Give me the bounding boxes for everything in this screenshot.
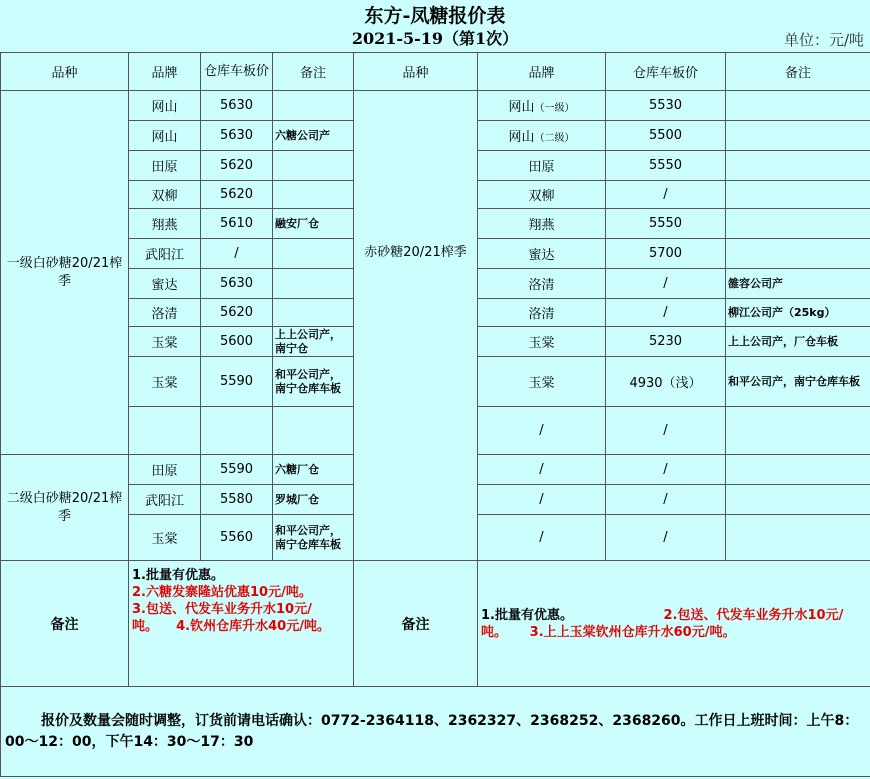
remark-line: 3.上上玉棠钦州仓库升水60元/吨。 xyxy=(529,624,736,640)
note-cell xyxy=(273,181,354,209)
price-cell: 4930（浅） xyxy=(606,357,726,407)
brand-name: 玉棠 xyxy=(528,336,555,351)
brand-name: 网山 xyxy=(508,100,535,115)
note-cell: 六糖公司产 xyxy=(273,121,354,151)
note-cell: 六糖厂仓 xyxy=(273,455,354,485)
grade-label: （一级） xyxy=(534,103,575,114)
brand-cell: 网山 xyxy=(129,121,201,151)
brand-cell xyxy=(478,209,606,239)
brand-cell xyxy=(478,407,606,455)
brand-cell: 玉棠 xyxy=(129,515,201,561)
price-cell: 5550 xyxy=(606,209,726,239)
remarks-row xyxy=(1,561,870,687)
price-cell: 5590 xyxy=(201,357,273,407)
price-cell: 5230 xyxy=(606,327,726,357)
price-cell: / xyxy=(606,299,726,327)
brand-cell xyxy=(478,181,606,209)
brand-name: 网山 xyxy=(508,130,535,145)
page-title: 东方-凤糖报价表 xyxy=(364,5,506,27)
price-cell: 5530 xyxy=(606,91,726,121)
unit-label: 单位：元/吨 xyxy=(783,31,864,49)
brand-cell xyxy=(478,299,606,327)
price-cell: / xyxy=(606,407,726,455)
price-cell: 5630 xyxy=(201,269,273,299)
brand-cell xyxy=(129,407,201,455)
brand-name: / xyxy=(539,462,544,477)
brand-cell: 玉棠 xyxy=(129,327,201,357)
brand-cell: 武阳江 xyxy=(129,485,201,515)
price-cell: 5620 xyxy=(201,299,273,327)
col-header: 品牌 xyxy=(478,53,606,91)
remark-line: 3.包送、代发车业务升水10元/吨。 xyxy=(132,602,312,634)
col-header: 备注 xyxy=(726,53,870,91)
note-cell: 上上公司产，南宁仓 xyxy=(273,327,354,357)
price-cell: 5700 xyxy=(606,239,726,269)
brand-cell: 双柳 xyxy=(129,181,201,209)
price-cell: 5590 xyxy=(201,455,273,485)
price-cell: / xyxy=(606,515,726,561)
note-cell xyxy=(726,121,870,151)
note-cell: 和平公司产，南宁仓库车板 xyxy=(726,357,870,407)
note-cell: 上上公司产，厂仓车板 xyxy=(726,327,870,357)
price-cell: 5630 xyxy=(201,91,273,121)
price-table xyxy=(0,52,870,777)
col-header: 仓库车板价 xyxy=(201,53,273,91)
note-cell xyxy=(273,299,354,327)
brand-cell xyxy=(478,91,606,121)
brand-name: / xyxy=(539,423,544,438)
note-cell xyxy=(726,209,870,239)
col-header: 仓库车板价 xyxy=(606,53,726,91)
price-cell: / xyxy=(606,269,726,299)
note-cell xyxy=(726,455,870,485)
price-cell: 5620 xyxy=(201,181,273,209)
remarks-right xyxy=(478,561,870,687)
price-cell: 5580 xyxy=(201,485,273,515)
grade-label: （二级） xyxy=(534,133,575,144)
brand-cell: 网山 xyxy=(129,91,201,121)
price-cell: / xyxy=(606,485,726,515)
brand-cell: 洛清 xyxy=(129,299,201,327)
note-cell: 雒容公司产 xyxy=(726,269,870,299)
note-cell xyxy=(273,269,354,299)
category-cell-red: 赤砂糖20/21榨季 xyxy=(354,91,478,561)
price-cell: 5500 xyxy=(606,121,726,151)
note-cell: 柳江公司产（25kg） xyxy=(726,299,870,327)
remark-line: 2.包送、代发车业务升水10元/吨。 xyxy=(481,607,844,640)
col-header: 品种 xyxy=(1,53,129,91)
brand-name: 田原 xyxy=(528,160,555,175)
note-cell xyxy=(273,239,354,269)
category-cell-first: 一级白砂糖20/21榨季 xyxy=(1,91,129,455)
remark-line: 1.批量有优惠。 xyxy=(481,607,573,623)
remark-line: 4.钦州仓库升水40元/吨。 xyxy=(176,619,330,634)
price-cell: / xyxy=(606,455,726,485)
note-cell: 和平公司产，南宁仓库车板 xyxy=(273,357,354,407)
brand-cell xyxy=(478,121,606,151)
note-cell xyxy=(273,407,354,455)
note-cell xyxy=(726,239,870,269)
brand-name: / xyxy=(539,530,544,545)
note-cell: 融安厂仓 xyxy=(273,209,354,239)
price-cell: / xyxy=(606,181,726,209)
note-cell xyxy=(726,515,870,561)
remark-line-group xyxy=(132,601,350,635)
brand-name: 翔燕 xyxy=(528,218,555,233)
remarks-left xyxy=(129,561,354,687)
footer-cell xyxy=(1,687,870,777)
footer-row xyxy=(1,687,870,777)
note-cell: 和平公司产，南宁仓库车板 xyxy=(273,515,354,561)
price-cell: 5560 xyxy=(201,515,273,561)
brand-cell: 武阳江 xyxy=(129,239,201,269)
price-cell: 5610 xyxy=(201,209,273,239)
brand-cell xyxy=(478,357,606,407)
footer-note: 报价及数量会随时调整，订货前请电话确认：0772-2364118、2362327、2368252、2368260。工作日上班时间：上午8：00～12：00，下午14：30～17：30 xyxy=(5,712,859,750)
brand-cell xyxy=(478,515,606,561)
note-cell: 罗城厂仓 xyxy=(273,485,354,515)
note-cell xyxy=(726,151,870,181)
category-cell-second: 二级白砂糖20/21榨季 xyxy=(1,455,129,561)
remarks-label: 备注 xyxy=(354,561,478,687)
note-cell xyxy=(273,151,354,181)
brand-cell: 田原 xyxy=(129,151,201,181)
col-header: 品牌 xyxy=(129,53,201,91)
brand-cell xyxy=(478,327,606,357)
brand-cell: 玉棠 xyxy=(129,357,201,407)
brand-cell: 田原 xyxy=(129,455,201,485)
price-cell xyxy=(201,407,273,455)
note-cell xyxy=(273,91,354,121)
brand-cell xyxy=(478,455,606,485)
remark-line: 2.六糖发寨隆站优惠10元/吨。 xyxy=(132,585,312,600)
brand-cell xyxy=(478,269,606,299)
brand-cell xyxy=(478,151,606,181)
header-row xyxy=(1,53,870,91)
brand-cell: 蜜达 xyxy=(129,269,201,299)
brand-name: 玉棠 xyxy=(528,376,555,391)
brand-name: 洛清 xyxy=(528,278,555,293)
brand-cell xyxy=(478,239,606,269)
brand-name: 洛清 xyxy=(528,307,555,322)
remark-line: 1.批量有优惠。 xyxy=(132,568,224,583)
note-cell xyxy=(726,91,870,121)
price-cell: 5620 xyxy=(201,151,273,181)
price-cell: / xyxy=(201,239,273,269)
note-cell xyxy=(726,485,870,515)
brand-cell: 翔燕 xyxy=(129,209,201,239)
price-cell: 5600 xyxy=(201,327,273,357)
table-row xyxy=(1,91,870,121)
price-cell: 5630 xyxy=(201,121,273,151)
brand-name: / xyxy=(539,492,544,507)
price-cell: 5550 xyxy=(606,151,726,181)
quote-date: 2021-5-19（第1次） xyxy=(351,29,519,48)
col-header: 品种 xyxy=(354,53,478,91)
brand-cell xyxy=(478,485,606,515)
brand-name: 蜜达 xyxy=(528,248,555,263)
note-cell xyxy=(726,407,870,455)
note-cell xyxy=(726,181,870,209)
col-header: 备注 xyxy=(273,53,354,91)
brand-name: 双柳 xyxy=(528,189,555,204)
remarks-label: 备注 xyxy=(1,561,129,687)
